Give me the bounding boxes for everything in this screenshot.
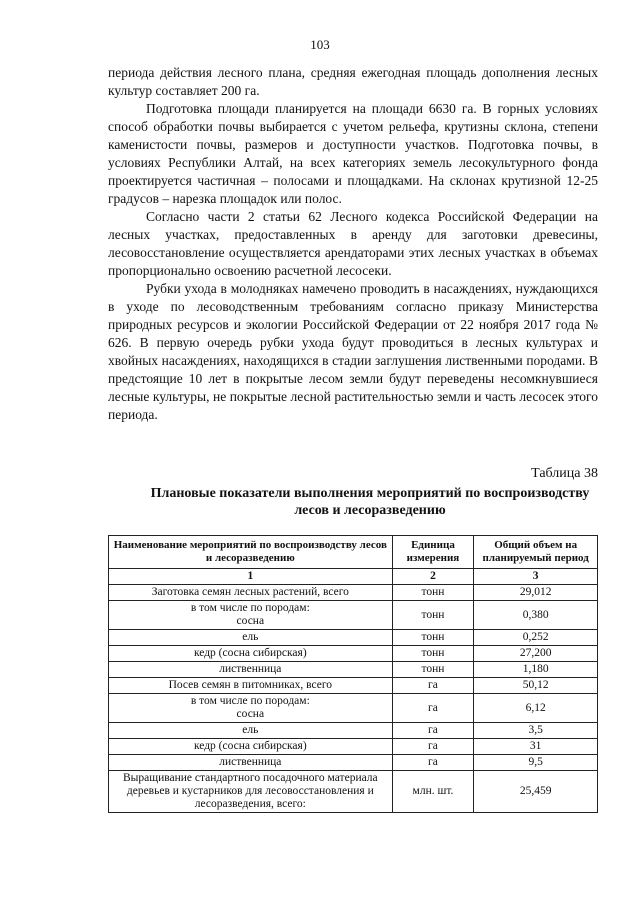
row-name-line: сосна xyxy=(236,708,265,720)
row-name: кедр (сосна сибирская) xyxy=(109,739,393,755)
row-name xyxy=(109,601,393,630)
row-value: 0,252 xyxy=(474,630,598,646)
row-value: 31 xyxy=(474,739,598,755)
row-unit: га xyxy=(392,694,474,723)
row-unit: га xyxy=(392,678,474,694)
column-number: 2 xyxy=(392,569,474,585)
table-row xyxy=(109,662,598,678)
row-name xyxy=(109,694,393,723)
plan-table xyxy=(108,535,598,813)
header-volume: Общий объем на планируемый период xyxy=(474,536,598,569)
row-name: Выращивание стандартного посадочного материала деревьев и кустарников для лесовосстановления и лесоразведения, всего: xyxy=(109,771,393,813)
row-value: 3,5 xyxy=(474,723,598,739)
paragraph: Согласно части 2 статьи 62 Лесного кодекса Российской Федерации на лесных участках, предоставленных в аренду для заготовки древесины, лесовосстановление осуществляется арендаторами этих лесных участках в объемах пропорционально освоению расчетной лесосеки. xyxy=(108,209,598,278)
row-unit: тонн xyxy=(392,585,474,601)
row-name-line: в том числе по породам: xyxy=(190,695,310,707)
column-number-row xyxy=(109,569,598,585)
table-row xyxy=(109,755,598,771)
table-header-row xyxy=(109,536,598,569)
row-value: 27,200 xyxy=(474,646,598,662)
row-value: 0,380 xyxy=(474,601,598,630)
row-unit: млн. шт. xyxy=(392,771,474,813)
table-row xyxy=(109,771,598,813)
row-unit: тонн xyxy=(392,601,474,630)
table-row xyxy=(109,630,598,646)
row-unit: тонн xyxy=(392,662,474,678)
row-value: 25,459 xyxy=(474,771,598,813)
row-name: лиственница xyxy=(109,755,393,771)
column-number: 3 xyxy=(474,569,598,585)
paragraph: периода действия лесного плана, средняя ежегодная площадь дополнения лесных культур составляет 200 га. xyxy=(108,65,598,98)
table-caption: Таблица 38 xyxy=(531,466,598,481)
row-name: Посев семян в питомниках, всего xyxy=(109,678,393,694)
row-name-line: в том числе по породам: xyxy=(190,602,310,614)
row-unit: га xyxy=(392,755,474,771)
row-name: кедр (сосна сибирская) xyxy=(109,646,393,662)
row-value: 29,012 xyxy=(474,585,598,601)
row-name: ель xyxy=(109,723,393,739)
row-name-line: сосна xyxy=(236,615,265,627)
header-activity: Наименование мероприятий по воспроизводству лесов и лесоразведению xyxy=(109,536,393,569)
row-name: Заготовка семян лесных растений, всего xyxy=(109,585,393,601)
row-unit: тонн xyxy=(392,630,474,646)
column-number: 1 xyxy=(109,569,393,585)
paragraph: Подготовка площади планируется на площади 6630 га. В горных условиях способ обработки почвы выбирается с учетом рельефа, крутизны склона, степени каменистости почвы, размеров и доступности участков. Подготовка почвы, в условиях Республики Алтай, на всех категориях земель лесокультурного фонда проектируется частичная – полосами и площадками. На склонах крутизной 12-25 градусов – нарезка площадок или полос. xyxy=(108,101,598,206)
row-unit: тонн xyxy=(392,646,474,662)
table-row xyxy=(109,723,598,739)
row-name: ель xyxy=(109,630,393,646)
table-title: Плановые показатели выполнения мероприятий по воспроизводству лесов и лесоразведению xyxy=(150,486,590,518)
row-value: 50,12 xyxy=(474,678,598,694)
header-unit: Единица измерения xyxy=(392,536,474,569)
row-unit: га xyxy=(392,739,474,755)
row-value: 6,12 xyxy=(474,694,598,723)
table-row xyxy=(109,678,598,694)
row-unit: га xyxy=(392,723,474,739)
table-row xyxy=(109,739,598,755)
table-row xyxy=(109,646,598,662)
page-number: 103 xyxy=(310,37,330,52)
paragraph: Рубки ухода в молодняках намечено проводить в насаждениях, нуждающихся в уходе по лесоводственным требованиям согласно приказу Министерства природных ресурсов и экологии Российской Федерации от 22 ноября 2017 года № 626. В первую очередь рубки ухода будут проводиться в лесных культурах и хвойных насаждениях, находящихся в стадии заглушения лиственными породами. В предстоящие 10 лет в покрытые лесом земли будут переведены несомкнувшиеся лесные культуры, не покрытые лесной растительностью земли и часть лесосек этого периода. xyxy=(108,281,598,422)
table-row xyxy=(109,585,598,601)
table-row xyxy=(109,694,598,723)
table-row xyxy=(109,601,598,630)
row-value: 9,5 xyxy=(474,755,598,771)
row-name: лиственница xyxy=(109,662,393,678)
body-text xyxy=(108,64,598,424)
row-value: 1,180 xyxy=(474,662,598,678)
